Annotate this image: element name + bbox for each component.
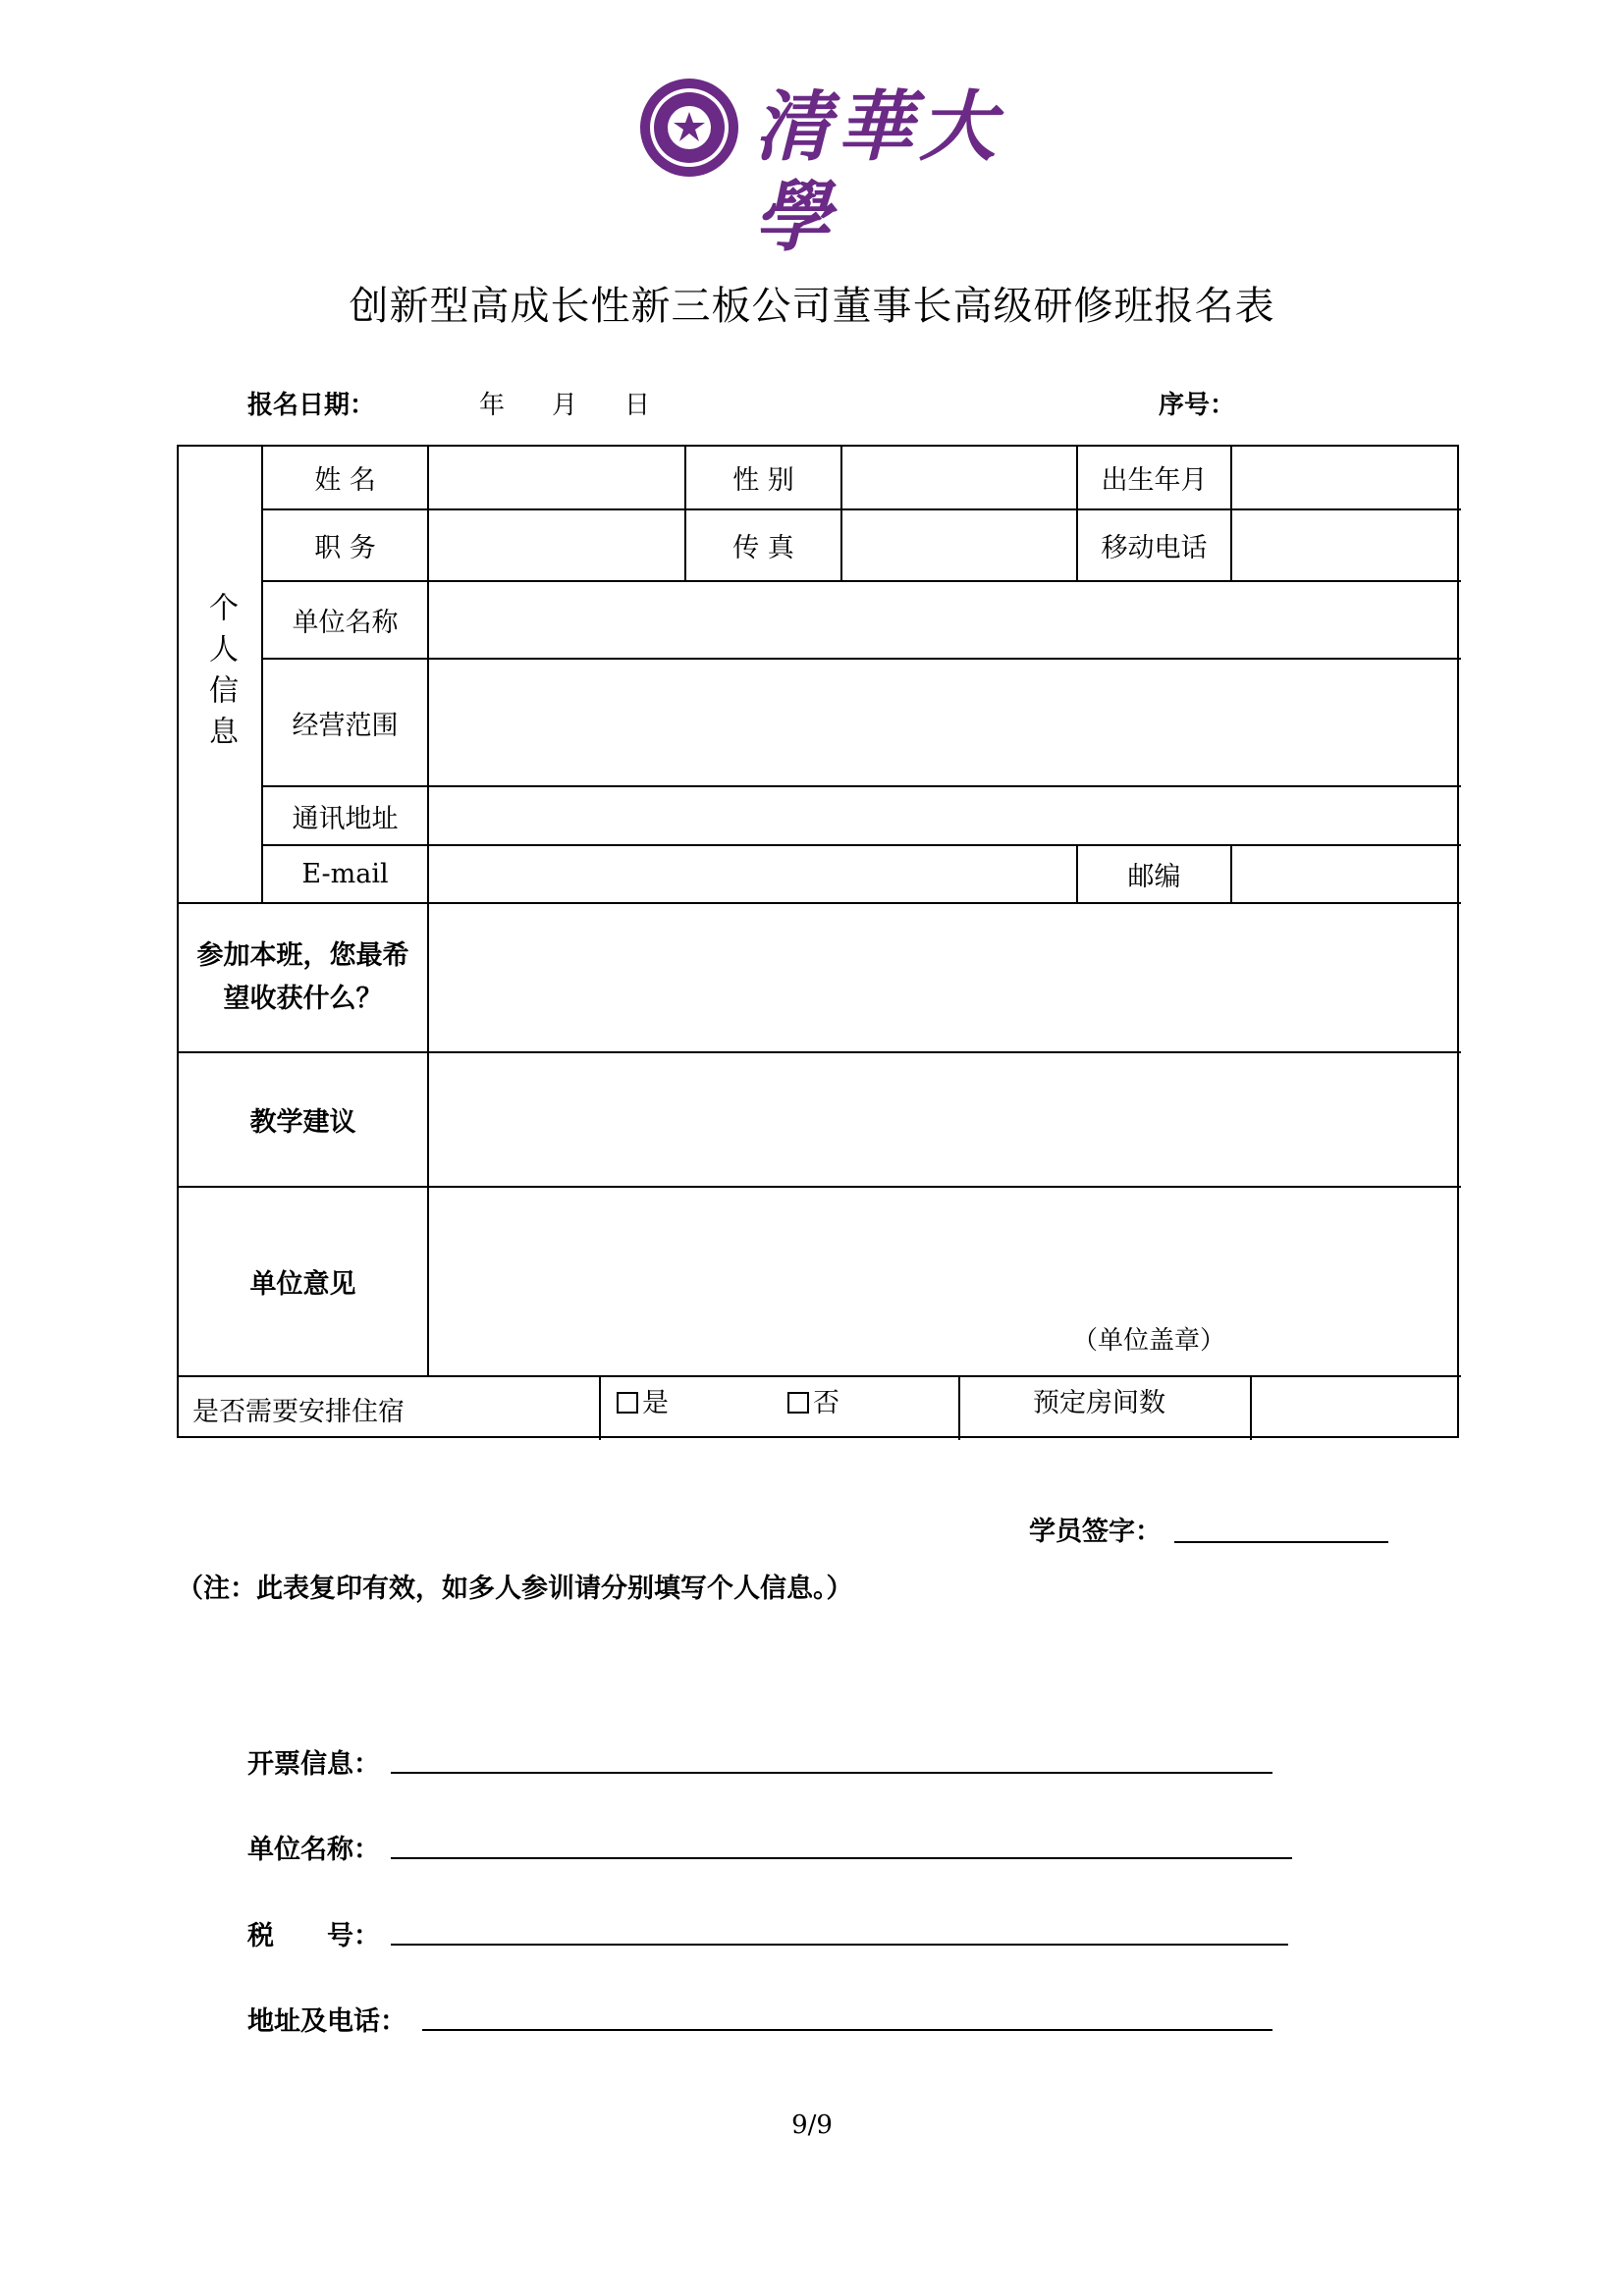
tsinghua-seal-icon	[638, 77, 740, 179]
logo-wordmark: 清華大學	[754, 82, 1002, 262]
company-field[interactable]	[429, 582, 1461, 658]
rooms-label: 预定房间数	[1033, 1388, 1165, 1418]
year-label: 年	[479, 391, 506, 420]
postcode-label: 邮编	[1127, 862, 1181, 892]
expectation-field[interactable]	[429, 904, 1461, 1051]
page-number: 9/9	[791, 2110, 833, 2140]
birth-label: 出生年月	[1101, 465, 1208, 496]
mobile-field[interactable]	[1232, 510, 1461, 580]
company-opinion-label: 单位意见	[249, 1269, 356, 1300]
position-field[interactable]	[429, 510, 684, 580]
no-label: 否	[813, 1388, 839, 1418]
suggestion-label: 教学建议	[249, 1107, 356, 1138]
rooms-field[interactable]	[1252, 1377, 1461, 1440]
document-title: 创新型高成长性新三板公司董事长高级研修班报名表	[349, 284, 1275, 329]
tax-id-label: 税 号：	[247, 1921, 380, 1951]
yes-label: 是	[642, 1388, 669, 1418]
company-opinion-field[interactable]	[429, 1188, 1461, 1375]
serial-label: 序号：	[1159, 391, 1236, 420]
accommodation-label: 是否需要安排住宿	[192, 1396, 405, 1427]
invoice-info-line[interactable]	[391, 1772, 1272, 1774]
birth-field[interactable]	[1232, 447, 1461, 508]
signature-label: 学员签字：	[1029, 1517, 1162, 1547]
name-label: 姓 名	[314, 465, 376, 496]
seal-note: （单位盖章）	[1072, 1326, 1226, 1356]
address-phone-line[interactable]	[422, 2029, 1272, 2031]
invoice-company-line[interactable]	[391, 1857, 1292, 1859]
email-field[interactable]	[429, 846, 1076, 902]
yes-option[interactable]	[617, 1381, 669, 1419]
yes-checkbox[interactable]	[617, 1392, 638, 1414]
no-checkbox[interactable]	[787, 1392, 809, 1414]
tax-id-line[interactable]	[391, 1944, 1288, 1946]
month-label: 月	[552, 391, 578, 420]
signature-line[interactable]	[1174, 1541, 1388, 1543]
gender-label: 性 别	[732, 465, 794, 496]
day-label: 日	[624, 391, 651, 420]
address-field[interactable]	[429, 787, 1461, 844]
address-phone-label: 地址及电话：	[247, 2006, 406, 2037]
postcode-field[interactable]	[1232, 846, 1461, 902]
expectation-label: 参加本班，您最希望收获什么？	[196, 940, 409, 1014]
address-label: 通讯地址	[292, 803, 399, 834]
suggestion-field[interactable]	[429, 1053, 1461, 1186]
fax-field[interactable]	[842, 510, 1076, 580]
note-text: （注：此表复印有效，如多人参训请分别填写个人信息。）	[177, 1574, 853, 1604]
fax-label: 传 真	[732, 533, 794, 563]
date-label: 报名日期：	[247, 391, 376, 420]
business-scope-field[interactable]	[429, 660, 1461, 785]
gender-field[interactable]	[842, 447, 1076, 508]
position-label: 职 务	[314, 533, 376, 563]
no-option[interactable]	[787, 1381, 839, 1419]
tsinghua-logo	[638, 77, 1002, 262]
mobile-label: 移动电话	[1101, 533, 1208, 563]
name-field[interactable]	[429, 447, 684, 508]
section-personal-info: 个人信息	[203, 592, 238, 757]
registration-form-table	[177, 445, 1459, 1438]
invoice-info-label: 开票信息：	[247, 1749, 380, 1780]
invoice-company-label: 单位名称：	[247, 1835, 380, 1865]
email-label: E-mail	[301, 859, 389, 889]
company-label: 单位名称	[292, 608, 399, 638]
business-scope-label: 经营范围	[292, 710, 399, 741]
